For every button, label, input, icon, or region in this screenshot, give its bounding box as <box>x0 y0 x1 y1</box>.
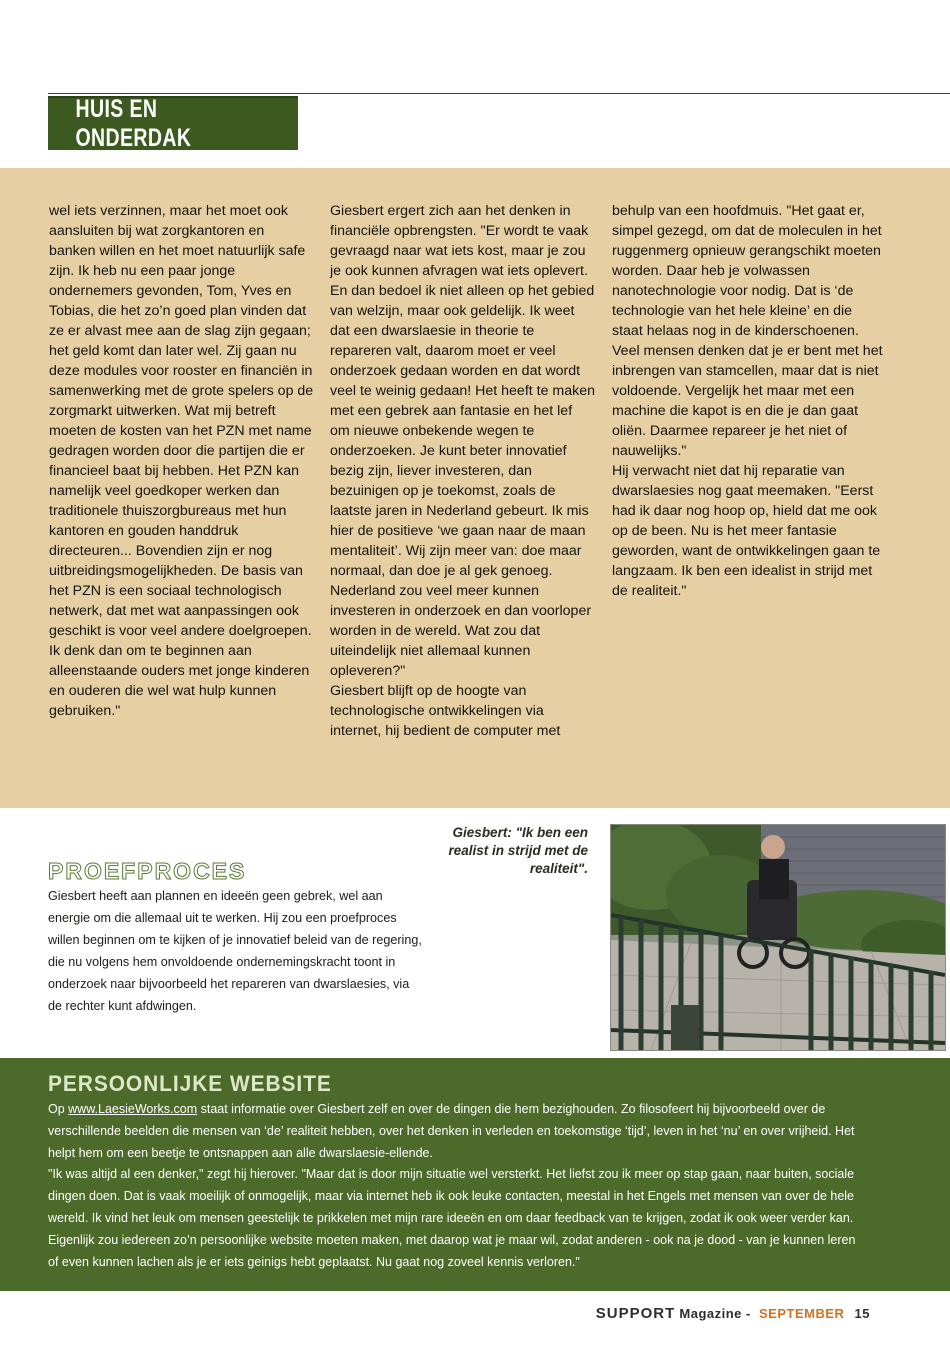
header-rule <box>48 93 950 94</box>
footer-brand: SUPPORT <box>595 1305 676 1322</box>
section-title: HUIS EN ONDERDAK <box>75 95 192 152</box>
proefproces-body <box>48 885 423 1017</box>
article-paragraph: Hij verwacht niet dat hij reparatie van dwarslaesies nog gaat meemaken. "Eerst had ik daar nog hoop op, hield dat me ook op de been. Nu is het meer fantasie geworden, want de ontwikkelingen gaan te langzaam. Ik ben een idealist in strijd met de realiteit." <box>612 463 881 599</box>
website-paragraph <box>48 1099 868 1164</box>
footer-separator: - <box>746 1306 751 1321</box>
footer-magazine: Magazine <box>679 1306 742 1321</box>
website-quote: "Ik was altijd al een denker," zegt hij hierover. "Maar dat is door mijn situatie wel versterkt. Het liefst zou ik meer op stap gaan, naar buiten, sociale dingen doen. Dat is vaak moeilijk of onmogelijk, maar via internet heb ik ook leuke contacten, meestal in het Engels met mensen van over de hele wereld. Ik vind het leuk om mensen geestelijk te prikkelen met mijn rare ideeën en om daar feedback van te krijgen, zodat ik ook weer verder kan. Eigenlijk zou iedereen zo’n persoonlijke website moeten maken, met daarop wat je maar wil, zodat anderen - ook na je dood - van je kunnen leren of even kunnen lachen als je er iets geinigs hebt geplaatst. Nu gaat nog zoveel kennis verloren." <box>48 1167 856 1269</box>
page-number: 15 <box>854 1306 870 1321</box>
website-heading <box>48 1071 347 1097</box>
article-paragraph: Giesbert ergert zich aan het denken in financiële opbrengsten. "Er wordt te vaak gevraagd naar wat iets kost, maar je zou je ook kunnen afvragen wat iets oplevert. En dan bedoel ik niet alleen op het gebied van welzijn, maar ook geldelijk. Ik weet dat een dwarslaesie in theorie te repareren valt, daarom moet er veel onderzoek gedaan worden en dat wordt veel te weinig gedaan! Het heeft te maken met een gebrek aan fantasie en het lef om nieuwe onbekende wegen te onderzoeken. Je kunt beter innovatief bezig zijn, liever investeren, dan bezuinigen op je toekomst, zoals de laatste jaren in Nederland gebeurt. Ik mis hier de positieve ‘we gaan naar de maan mentaliteit’. Wij zijn meer van: doe maar normaal, dan doe je al gek genoeg. Nederland zou veel meer kunnen investeren in onderzoek en dan voorloper worden in de wereld. Wat zou dat uiteindelijk niet allemaal kunnen opleveren?" <box>330 203 596 679</box>
article-column-3 <box>612 201 884 601</box>
photo-giesbert <box>610 824 946 1051</box>
article-paragraph: wel iets verzinnen, maar het moet ook aansluiten bij wat zorgkantoren en banken willen en het moet natuurlijk safe zijn. Ik heb nu een paar jonge ondernemers gevonden, Tom, Yves en Tobias, die het zo’n goed plan vinden dat ze er alvast mee aan de slag zijn gegaan; het geld komt dan later wel. Zij gaan nu deze modules voor rooster en financiën in samenwerking met de grote spelers op de zorgmarkt uitwerken. Wat mij betreft moeten de kosten van het PZN met name gedragen worden door die partijen die er financieel baat bij hebben. Het PZN kan namelijk veel goedkoper werken dan traditionele thuiszorgbureaus met hun kantoren en gouden handdruk directeuren... Bovendien zijn er nog uitbreidingsmogelijkheden. De basis van het PZN is een sociaal technologisch netwerk, dat met wat aanpassingen ook geschikt is voor veel andere doelgroepen. Ik denk dan om te beginnen aan alleenstaande ouders met jonge kinderen en ouderen die wel wat hulp kunnen gebruiken." <box>49 203 314 719</box>
footer-month: SEPTEMBER <box>759 1306 845 1321</box>
article-paragraph: behulp van een hoofdmuis. "Het gaat er, simpel gezegd, om dat de moleculen in het ruggenmerg opnieuw gerangschikt moeten worden. Daar heb je volwassen nanotechnologie voor nodig. Dat is ‘de technologie van het hele kleine’ en die staat helaas nog in de kinderschoenen. Veel mensen denken dat je er bent met het inbrengen van stamcellen, maar dat is niet voldoende. Vergelijk het maar met een machine die kapot is en die je dan gaat oliën. Daarmee repareer je het niet of nauwelijks." <box>612 203 883 459</box>
website-body <box>48 1099 868 1273</box>
website-link[interactable]: www.LaesieWorks.com <box>68 1102 198 1116</box>
article-column-1 <box>49 201 314 721</box>
intro-rest: staat informatie over Giesbert zelf en over de dingen die hem bezighouden. Zo filosofeert hij bijvoorbeeld over de verschillende beelden die mensen van ‘de’ realiteit hebben, over het denken in verleden en toekomstige ‘tijd’, leven in het ‘nu’ en over vrijheid. Het helpt hem om een beetje te ontsnappen aan alle dwarslaesie-ellende. <box>48 1102 855 1160</box>
photo-caption: Giesbert: "Ik ben een realist in strijd met de realiteit". <box>448 825 588 876</box>
page-footer <box>596 1305 870 1322</box>
proefproces-heading: PROEFPROCES <box>48 858 247 884</box>
intro-prefix: Op <box>48 1102 69 1116</box>
website-heading-text: PERSOONLIJKE WEBSITE <box>48 1071 332 1096</box>
photo-illustration <box>611 825 945 1050</box>
section-tab <box>48 96 298 150</box>
article-column-2 <box>330 201 595 741</box>
proefproces-text: Giesbert heeft aan plannen en ideeën geen gebrek, wel aan energie om die allemaal uit te werken. Hij zou een proefproces willen beginnen om te kijken of je innovatief beleid van de regering, die nu volgens hem onvoldoende ondernemingskracht toont in onderzoek naar bijvoorbeeld het repareren van dwarslaesies, via de rechter kunt afdwingen. <box>48 889 422 1013</box>
article-paragraph: Giesbert blijft op de hoogte van technologische ontwikkelingen via internet, hij bedient de computer met <box>330 683 561 739</box>
